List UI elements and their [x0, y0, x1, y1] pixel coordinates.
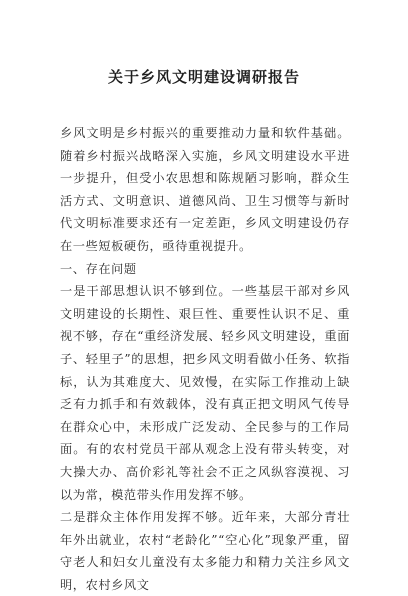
problem-paragraph-1: 一是干部思想认识不够到位。一些基层干部对乡风文明建设的长期性、艰巨性、重要性认识不足、重视不够，存在“重经济发展、轻乡风文明建设，重面子、轻里子”的思想，把乡风文明看做小任务、软指标，认为其难度大、见效慢，在实际工作推动上缺乏有力抓手和有效载体，没有真正把文明风气传导在群众心中，未形成广泛发动、全民参与的工作局面。有的农村党员干部从观念上没有带头转变，对大操大办、高价彩礼等社会不正之风纵容漠视、习以为常，模范带头作用发挥不够。 [60, 284, 350, 502]
document-title: 关于乡风文明建设调研报告 [107, 68, 300, 86]
document-body [60, 122, 350, 596]
problem-paragraph-2: 二是群众主体作用发挥不够。近年来，大部分青壮年外出就业，农村“老龄化”“空心化”现象严重，留守老人和妇女儿童没有太多能力和精力关注乡风文明，农村乡风文 [60, 510, 350, 592]
section-heading: 一、存在问题 [60, 261, 137, 276]
intro-paragraph: 乡风文明是乡村振兴的重要推动力量和软件基础。随着乡村振兴战略深入实施，乡风文明建设水平进一步提升，但受小农思想和陈规陋习影响，群众生活方式、文明意识、道德风尚、卫生习惯等与新时代文明标准要求还有一定差距，乡风文明建设仍存在一些短板硬伤，亟待重视提升。 [60, 126, 350, 253]
